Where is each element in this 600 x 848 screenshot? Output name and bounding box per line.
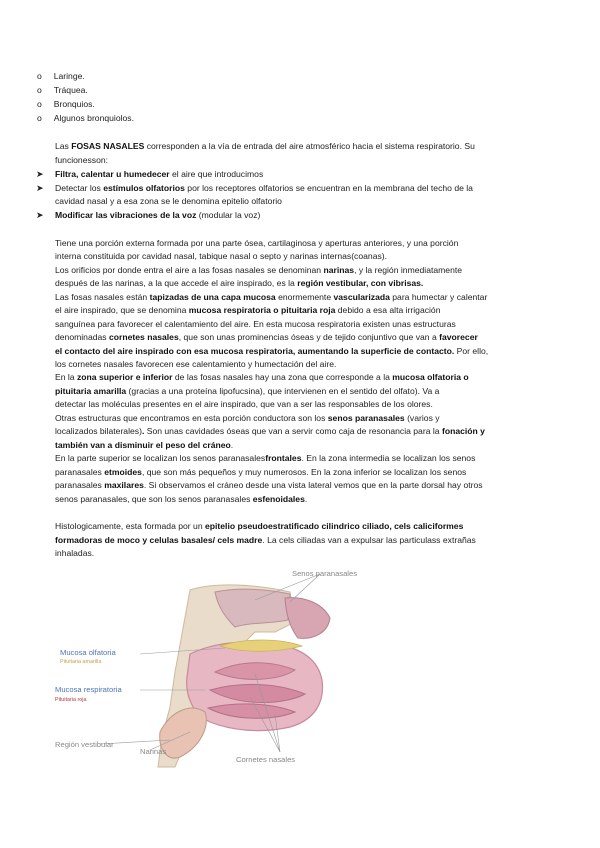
arrow-bullet-icon: ➤ — [36, 183, 44, 193]
label-pituitaria-amarilla: Pituitaria amarilla — [60, 659, 102, 665]
nasal-cavity-figure — [40, 562, 370, 772]
text-line: Los orificios por donde entra el aire a las fosas nasales se denominan narinas, y la región inmediatamente — [55, 265, 463, 275]
text-line: En la zona superior e inferior de las fosas nasales hay una zona que corresponde a la mucosa olfatoria o — [55, 372, 469, 382]
function-item: Modificar las vibraciones de la voz (modular la voz) — [55, 210, 261, 220]
text-line: Histologicamente, esta formada por un epitelio pseudoestratificado cilindrico ciliado, cels caliciformes — [55, 521, 464, 531]
text-line: detectar las moléculas presentes en el aire inspirado, que van a ser las responsables de los olores. — [55, 399, 433, 409]
list-item: o Bronquios. — [37, 99, 95, 109]
function-item-cont: cavidad nasal y a esa zona se le denomina epitelio olfatorio — [55, 196, 282, 206]
text-line: los cornetes nasales favorecen ese calentamiento y humectación del aire. — [55, 359, 337, 369]
text-line: inhaladas. — [55, 548, 95, 558]
text-line: paranasales maxilares. Si observamos el cráneo desde una vista lateral vemos que en la parte dorsal hay otros — [55, 480, 483, 490]
text-line: formadoras de moco y celulas basales/ cels madre. La cels ciliadas van a expulsar las particulass extrañas — [55, 535, 476, 545]
label-senos-paranasales: Senos paranasales — [292, 569, 358, 578]
function-item: Filtra, calentar u humedecer el aire que introducimos — [55, 169, 264, 179]
text-line: En la parte superior se localizan los senos paranasalesfrontales. En la zona intermedia se localizan los senos — [55, 453, 476, 463]
text-line: localizados bilaterales). Son unas cavidades óseas que van a servir como caja de resonancia para la fonación y — [55, 426, 485, 436]
label-narinas: Narinas — [140, 747, 167, 756]
intro-line: Las FOSAS NASALES corresponden a la vía de entrada del aire atmosférico hacia el sistema respiratorio. Su — [55, 141, 475, 151]
text-line: Otras estructuras que encontramos en esta porción conductora son los senos paranasales (varios y — [55, 413, 440, 423]
label-region-vestibular: Región vestibular — [55, 740, 114, 749]
label-pituitaria-roja: Pituitaria roja — [55, 697, 87, 703]
text-line: también van a disminuir el peso del cráneo. — [55, 440, 234, 450]
intro-line: funcionesson: — [55, 155, 109, 165]
text-line: denominadas cornetes nasales, que son unas prominencias óseas y de tejido conjuntivo que van a favorecer — [55, 332, 478, 342]
list-item: o Laringe. — [37, 71, 85, 81]
label-cornetes-nasales: Cornetes nasales — [236, 755, 296, 764]
text-line: interna constituida por cavidad nasal, tabique nasal o septo y narinas internas(coanas). — [55, 251, 388, 261]
list-item: o Tráquea. — [37, 85, 88, 95]
text-line: Tiene una porción externa formada por una parte ósea, cartilaginosa y aperturas anteriores, y una porción — [55, 238, 459, 248]
text-line: senos paranasales, que son los senos paranasales esfenoidales. — [55, 494, 308, 504]
text-line: el aire inspirado, que se denomina mucosa respiratoria o pituitaria roja debido a esa alta irrigación — [55, 305, 441, 315]
text-line: Las fosas nasales están tapizadas de una capa mucosa enormemente vascularizada para humectar y calentar — [55, 292, 488, 302]
text-line: paranasales etmoides, que son más pequeños y muy numerosos. En la zona inferior se localizan los senos — [55, 467, 467, 477]
text-line: el contacto del aire inspirado con esa mucosa respiratoria, aumentando la superficie de contacto. Por ello, — [55, 346, 489, 356]
function-item: Detectar los estímulos olfatorios por los receptores olfatorios se encuentran en la membrana del techo de la — [55, 183, 473, 193]
text-line: después de las narinas, a la que accede el aire inspirado, es la región vestibular, con vibrisas. — [55, 278, 424, 288]
text-line: pituitaria amarilla (gracias a una proteína lipofucsina), que intervienen en el sentido del olfato). Va a — [55, 386, 440, 396]
list-item: o Algunos bronquiolos. — [37, 113, 134, 123]
label-mucosa-olfatoria: Mucosa olfatoria — [60, 648, 116, 657]
arrow-bullet-icon: ➤ — [36, 210, 44, 220]
arrow-bullet-icon: ➤ — [36, 169, 44, 179]
text-line: sanguínea para favorecer el calentamiento del aire. En esta mucosa respiratoria existen unas estructuras — [55, 319, 456, 329]
label-mucosa-respiratoria: Mucosa respiratoria — [55, 685, 122, 694]
